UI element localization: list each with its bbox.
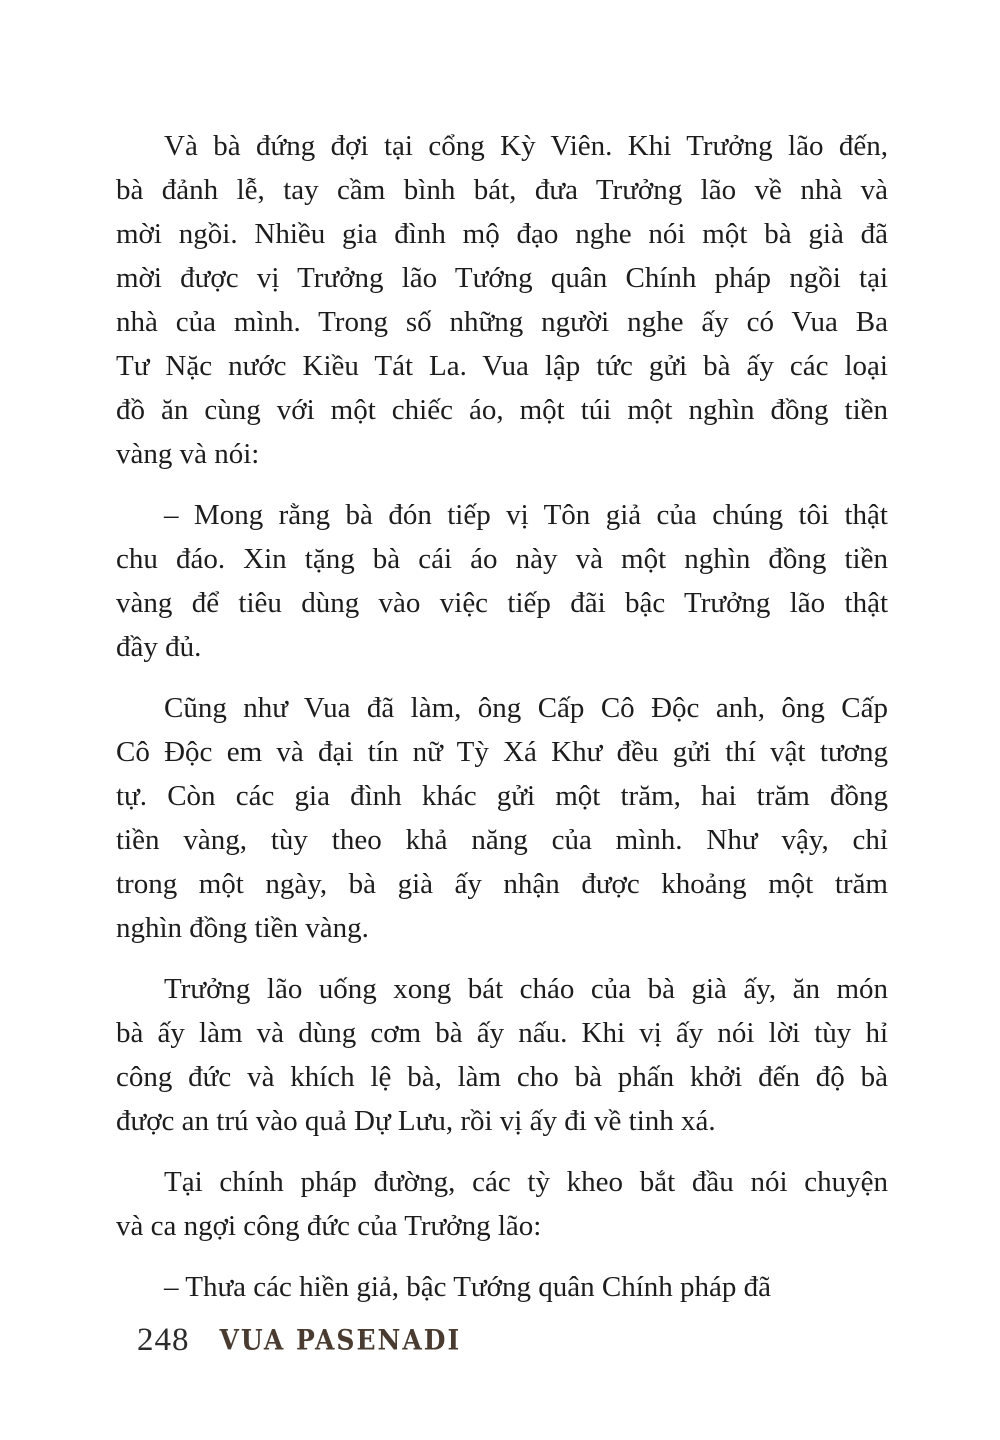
text-line: Trưởng lão uống xong bát cháo của bà già ấy, ăn món — [164, 973, 888, 1005]
text-line: nghìn đồng tiền vàng. — [116, 912, 369, 944]
text-line: đồ ăn cùng với một chiếc áo, một túi một nghìn đồng tiền — [116, 394, 888, 426]
paragraph-1 — [116, 124, 888, 476]
page-footer — [137, 1322, 737, 1359]
paragraph-2-dialogue — [116, 493, 888, 669]
text-line: trong một ngày, bà già ấy nhận được khoảng một trăm — [116, 868, 888, 900]
text-line: vàng để tiêu dùng vào việc tiếp đãi bậc Trưởng lão thật — [116, 587, 888, 619]
text-line: vàng và nói: — [116, 438, 260, 470]
page-number: 248 — [137, 1322, 190, 1358]
text-line: chu đáo. Xin tặng bà cái áo này và một nghìn đồng tiền — [116, 543, 888, 575]
paragraph-4 — [116, 967, 888, 1143]
text-line: mời ngồi. Nhiều gia đình mộ đạo nghe nói một bà già đã — [116, 218, 888, 250]
text-line: và ca ngợi công đức của Trưởng lão: — [116, 1210, 542, 1242]
text-line: Tại chính pháp đường, các tỳ kheo bắt đầu nói chuyện — [164, 1166, 888, 1198]
text-line: – Thưa các hiền giả, bậc Tướng quân Chính pháp đã — [164, 1271, 772, 1303]
text-line: công đức và khích lệ bà, làm cho bà phấn khởi đến độ bà — [116, 1061, 888, 1093]
text-line: bà ấy làm và dùng cơm bà ấy nấu. Khi vị ấy nói lời tùy hỉ — [116, 1017, 888, 1049]
text-line: được an trú vào quả Dự Lưu, rồi vị ấy đi về tinh xá. — [116, 1105, 716, 1137]
running-title: VUA PASENADI — [219, 1323, 462, 1356]
text-line: Cô Độc em và đại tín nữ Tỳ Xá Khư đều gửi thí vật tương — [116, 736, 888, 768]
text-line: Cũng như Vua đã làm, ông Cấp Cô Độc anh, ông Cấp — [164, 692, 888, 724]
text-line: bà đảnh lễ, tay cầm bình bát, đưa Trưởng lão về nhà và — [116, 174, 888, 206]
text-line: nhà của mình. Trong số những người nghe ấy có Vua Ba — [116, 306, 888, 338]
paragraph-6-dialogue — [116, 1265, 888, 1309]
text-line: Và bà đứng đợi tại cổng Kỳ Viên. Khi Trưởng lão đến, — [164, 130, 888, 162]
text-line: tiền vàng, tùy theo khả năng của mình. Như vậy, chỉ — [116, 824, 888, 856]
text-line: mời được vị Trưởng lão Tướng quân Chính pháp ngồi tại — [116, 262, 888, 294]
text-line: đầy đủ. — [116, 631, 202, 663]
text-line: tự. Còn các gia đình khác gửi một trăm, hai trăm đồng — [116, 780, 888, 812]
body-text — [116, 124, 888, 1326]
paragraph-3 — [116, 686, 888, 950]
paragraph-5 — [116, 1160, 888, 1248]
text-line: Tư Nặc nước Kiều Tát La. Vua lập tức gửi bà ấy các loại — [116, 350, 888, 382]
text-line: – Mong rằng bà đón tiếp vị Tôn giả của chúng tôi thật — [164, 499, 888, 531]
